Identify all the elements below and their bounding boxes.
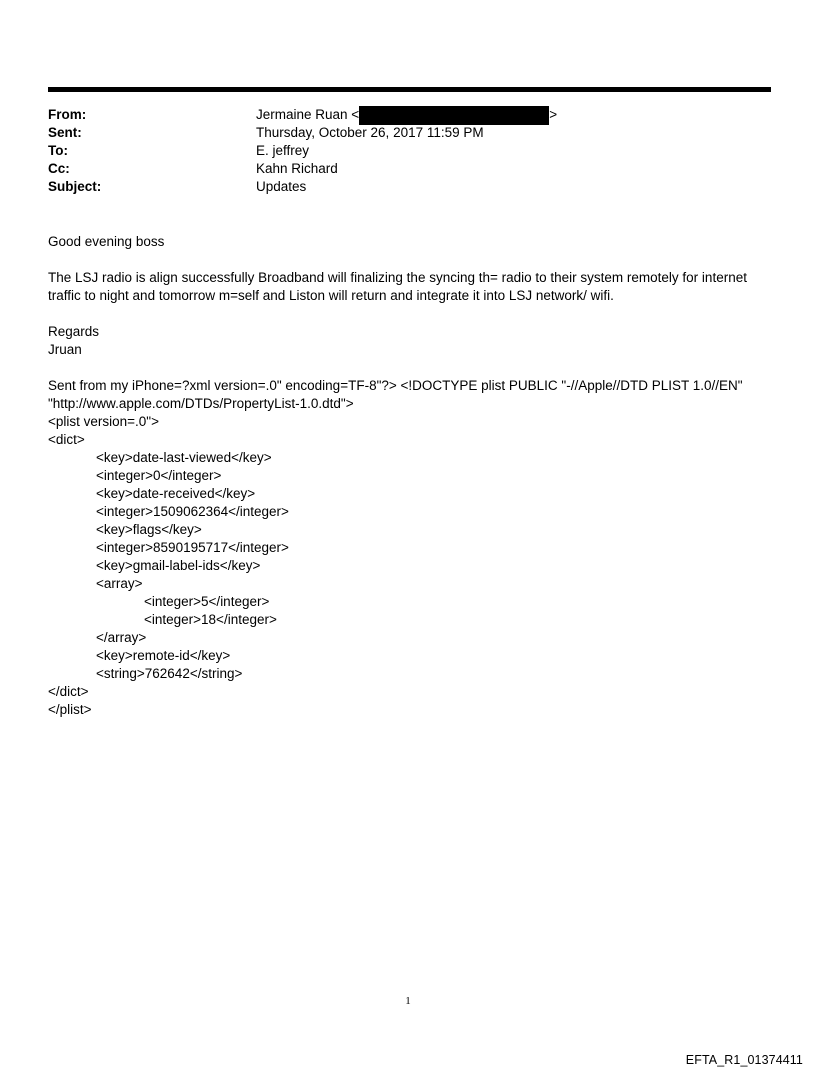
- subject-value: Updates: [256, 179, 307, 194]
- greeting: Good evening boss: [48, 234, 165, 249]
- subject-label: Subject:: [48, 179, 102, 194]
- code-line: <dict>: [48, 432, 85, 447]
- code-line: </dict>: [48, 684, 89, 699]
- code-line: <integer>1509062364</integer>: [96, 504, 289, 519]
- redaction-box: [359, 106, 549, 125]
- code-line: <key>remote-id</key>: [96, 648, 231, 663]
- bates-number: EFTA_R1_01374411: [685, 1053, 803, 1067]
- from-label: From:: [48, 107, 87, 122]
- to-value: E. jeffrey: [256, 143, 310, 158]
- to-row: [48, 142, 771, 160]
- page-number: 1: [405, 995, 411, 1007]
- closing-regards: Regards: [48, 324, 100, 339]
- cc-label: Cc:: [48, 161, 70, 176]
- code-line: <key>flags</key>: [96, 522, 202, 537]
- code-line: <integer>8590195717</integer>: [96, 540, 289, 555]
- message-paragraph: The LSJ radio is align successfully Broadband will finalizing the syncing th= radio to their system remotely for internet traffic to night and tomorrow m=self and Liston will return and integrate it into LSJ network/ wifi.: [48, 270, 747, 303]
- sent-value: Thursday, October 26, 2017 11:59 PM: [256, 125, 484, 140]
- code-line: <key>date-last-viewed</key>: [96, 450, 272, 465]
- cc-row: [48, 160, 771, 178]
- code-line: <key>gmail-label-ids</key>: [96, 558, 261, 573]
- sent-row: [48, 124, 771, 142]
- sent-from-line: Sent from my iPhone=?xml version=.0" encoding=TF-8"?> <!DOCTYPE plist PUBLIC "-//Apple//DTD PLIST 1.0//EN" "http://www.apple.com/DTDs/PropertyList-1.0.dtd">: [48, 378, 743, 411]
- from-row: [48, 106, 771, 124]
- cc-value: Kahn Richard: [256, 161, 338, 176]
- from-value: [256, 106, 557, 124]
- subject-row: [48, 178, 771, 196]
- code-line: </plist>: [48, 702, 92, 717]
- code-line: <integer>5</integer>: [144, 594, 270, 609]
- code-line: <integer>0</integer>: [96, 468, 222, 483]
- closing-signature: Jruan: [48, 342, 82, 357]
- email-header: [48, 106, 771, 196]
- code-line: <integer>18</integer>: [144, 612, 277, 627]
- code-line: <string>762642</string>: [96, 666, 243, 681]
- to-label: To:: [48, 143, 68, 158]
- header-rule: [48, 87, 771, 92]
- email-body: [48, 233, 771, 719]
- from-name: Jermaine Ruan <: [256, 107, 360, 122]
- from-suffix: >: [549, 107, 558, 122]
- code-line: <array>: [96, 576, 143, 591]
- code-line: <key>date-received</key>: [96, 486, 256, 501]
- sent-label: Sent:: [48, 125, 82, 140]
- code-line: </array>: [96, 630, 147, 645]
- code-line: <plist version=.0">: [48, 414, 159, 429]
